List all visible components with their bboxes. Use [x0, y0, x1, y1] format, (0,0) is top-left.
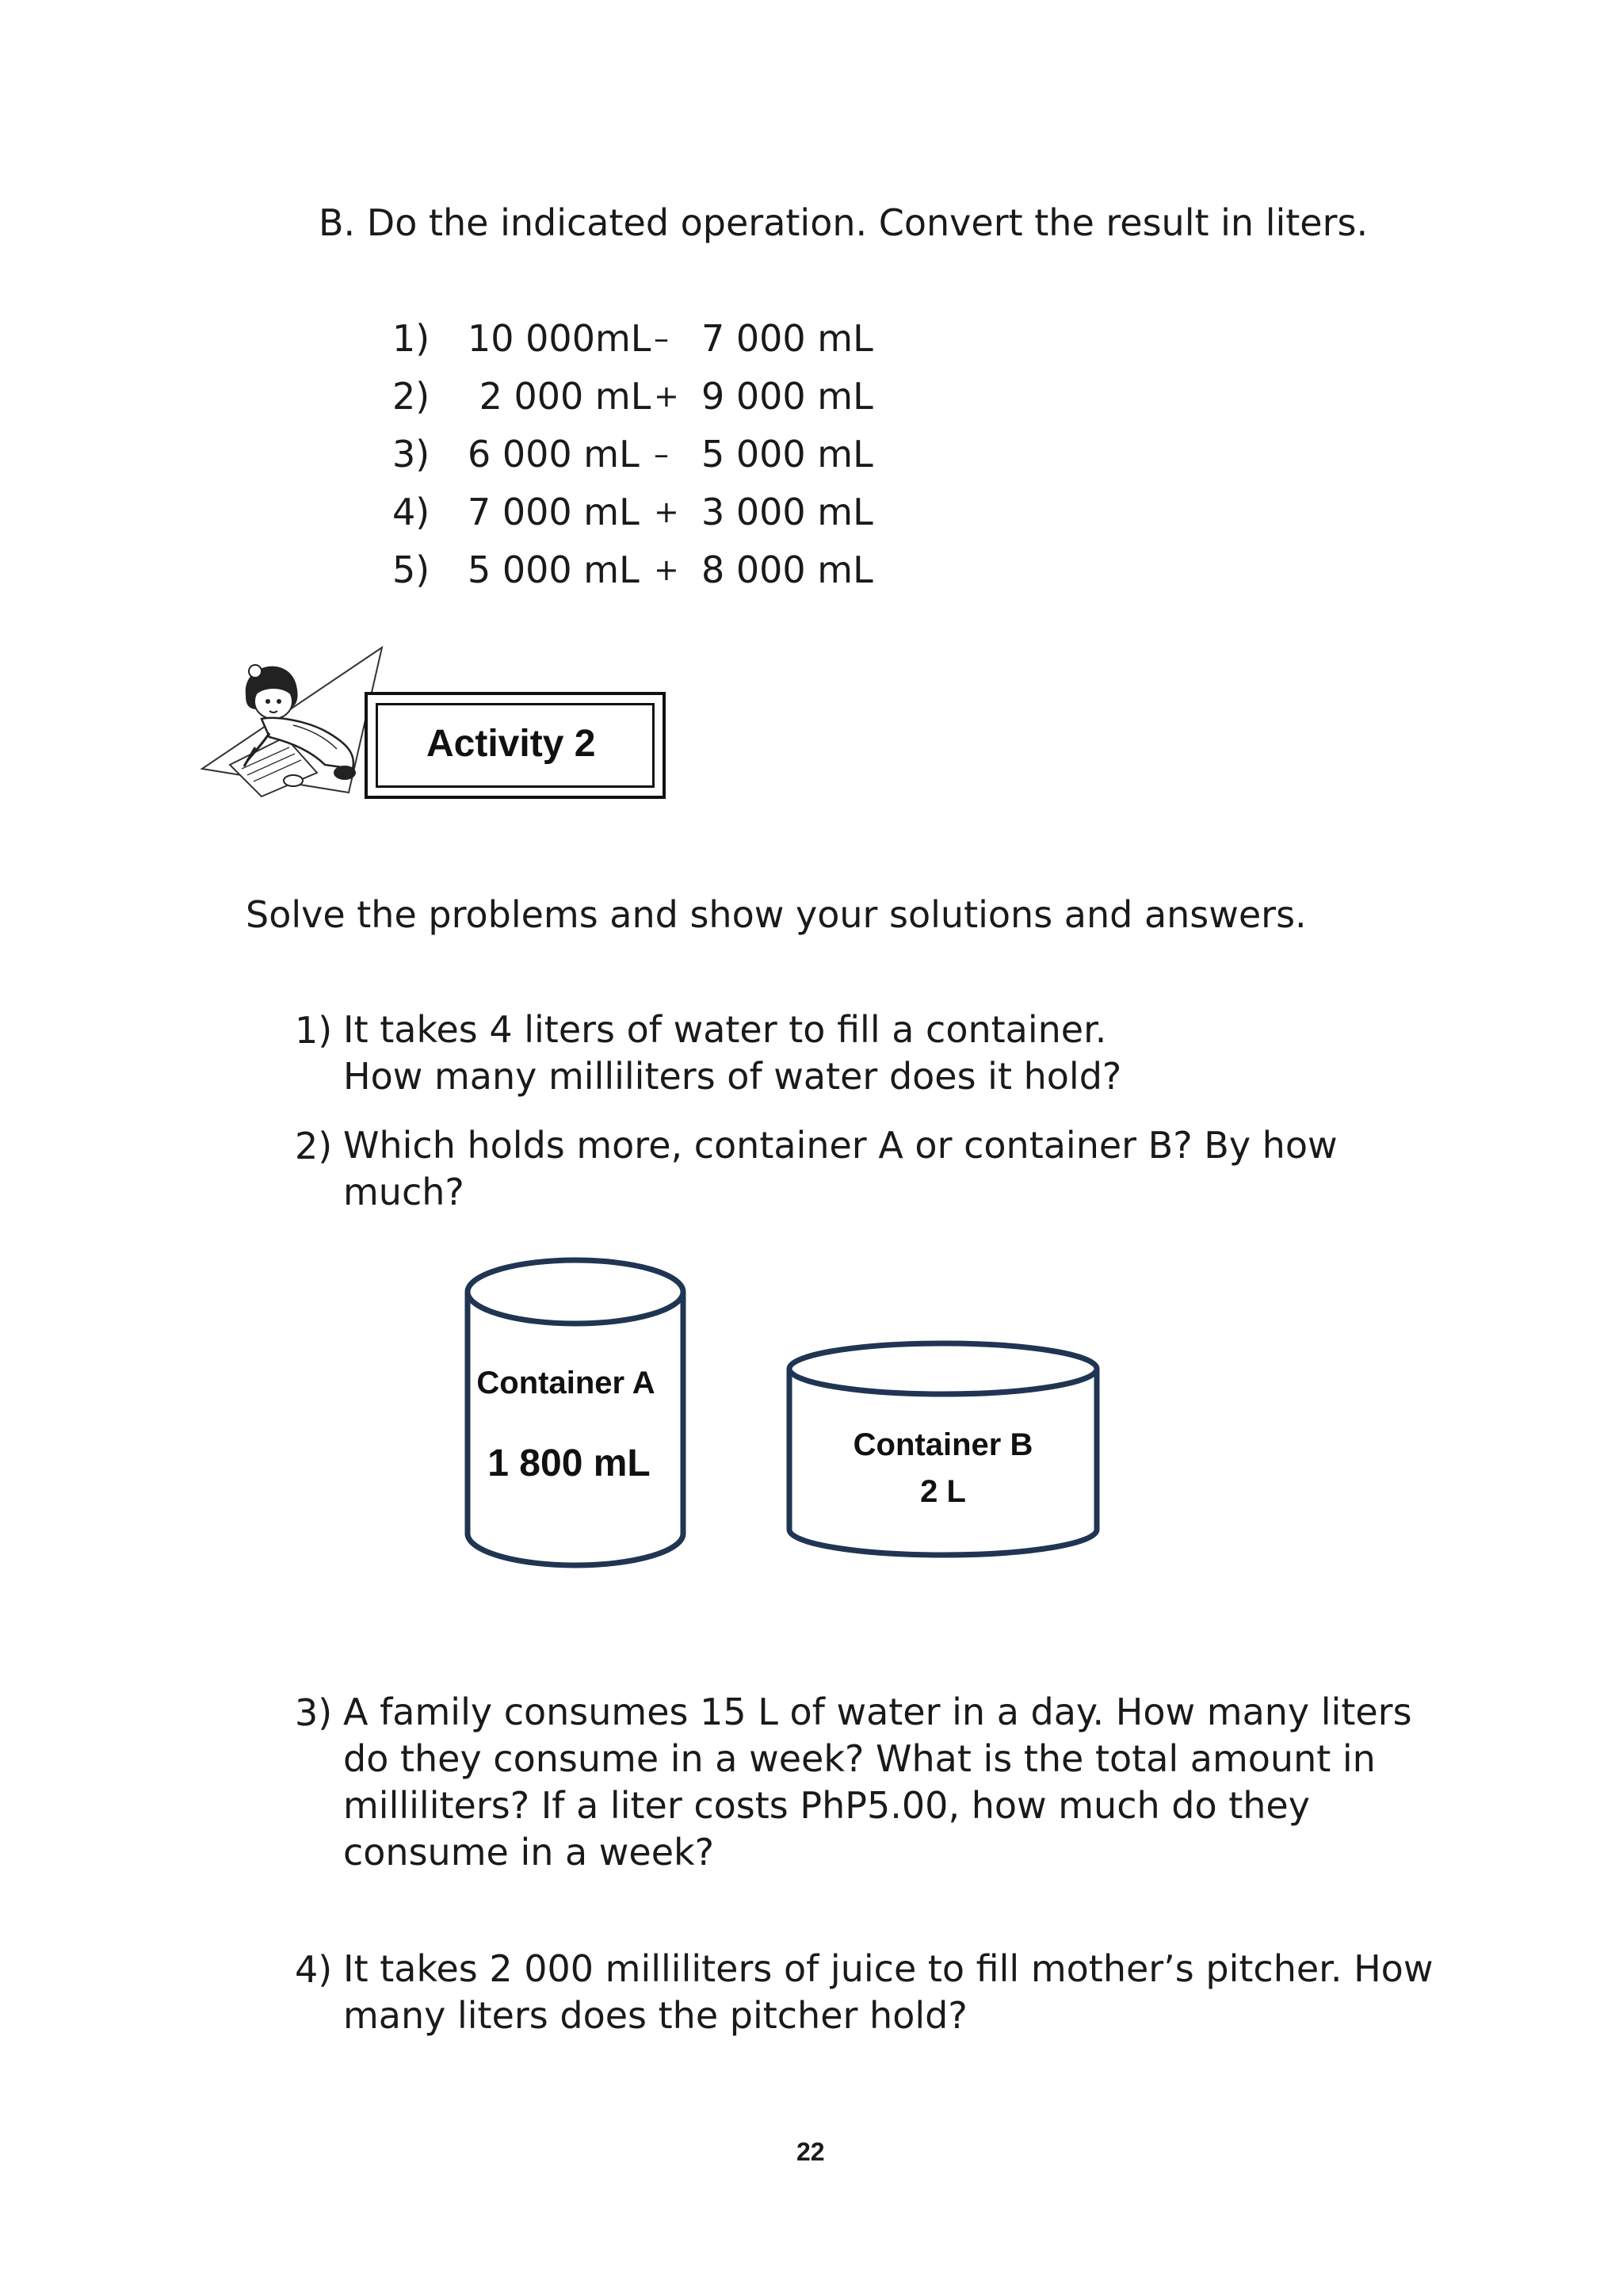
item-number: 1) — [392, 317, 430, 360]
item-number: 5) — [392, 548, 430, 591]
container-b-name: Container B — [853, 1427, 1033, 1462]
activity-title: Activity 2 — [426, 723, 596, 765]
container-a-name: Container A — [476, 1366, 655, 1400]
operator: + — [654, 495, 679, 529]
girl-writing-illustration — [198, 646, 388, 800]
problem-text: Which holds more, container A or container B? By how much? — [343, 1124, 1338, 1213]
operand-a: 10 000mL — [468, 317, 651, 360]
operand-a: 6 000 mL — [468, 433, 640, 476]
operator: – — [654, 437, 669, 472]
operator: + — [654, 552, 679, 587]
container-b — [783, 1335, 1104, 1561]
problem-text: A family consumes 15 L of water in a day. How many liters do they consume in a week? What is the total amount in milliliters? If a liter costs PhP5.00, how much do they consume in a week? — [343, 1690, 1412, 1874]
operator: + — [654, 379, 679, 414]
problem-number: 2) — [295, 1125, 333, 1167]
operand-b: 8 000 mL — [701, 548, 873, 591]
operand-b: 5 000 mL — [701, 433, 873, 476]
item-number: 4) — [392, 491, 430, 533]
operand-b: 3 000 mL — [701, 491, 873, 533]
section-b-heading: B. Do the indicated operation. Convert the result in liters. — [319, 201, 1369, 244]
operand-b: 7 000 mL — [701, 317, 873, 360]
problem-text: It takes 4 liters of water to fill a container. How many milliliters of water does it hold? — [343, 1008, 1122, 1098]
operator: – — [654, 321, 669, 356]
container-a-amount: 1 800 mL — [487, 1442, 651, 1484]
operand-a: 7 000 mL — [468, 491, 640, 533]
instructions: Solve the problems and show your solutions and answers. — [246, 893, 1307, 936]
item-number: 2) — [392, 375, 430, 418]
operand-b: 9 000 mL — [701, 375, 873, 418]
page-number: 22 — [796, 2137, 825, 2166]
container-b-amount: 2 L — [920, 1474, 966, 1509]
problem-text: It takes 2 000 milliliters of juice to fill mother’s pitcher. How many liters does the pitcher hold? — [343, 1947, 1434, 2037]
problem-number: 3) — [295, 1691, 333, 1734]
problem-number: 4) — [295, 1948, 333, 1991]
problem-number: 1) — [295, 1009, 333, 1052]
operand-a: 5 000 mL — [468, 548, 640, 591]
operand-a: 2 000 mL — [468, 375, 651, 418]
activity-title-box — [365, 692, 666, 799]
container-a — [460, 1252, 689, 1577]
item-number: 3) — [392, 433, 430, 476]
